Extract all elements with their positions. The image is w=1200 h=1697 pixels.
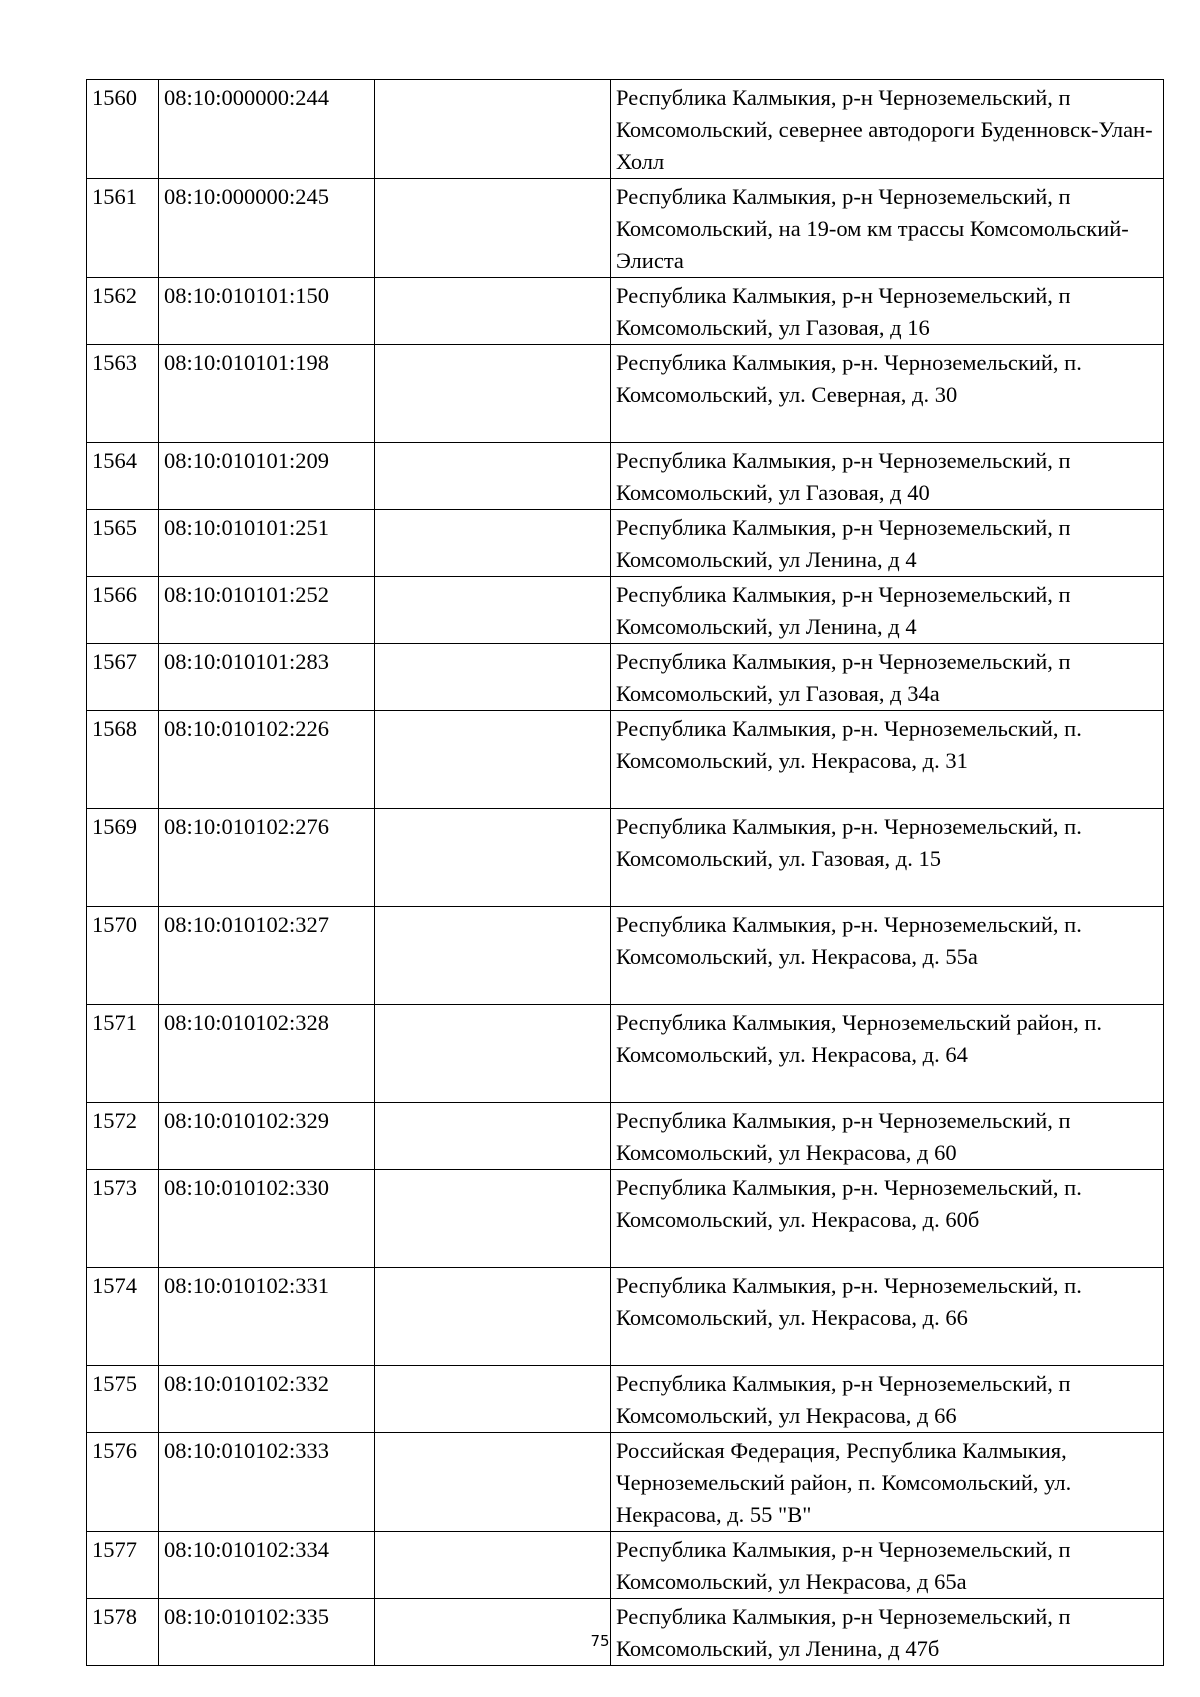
empty-cell	[375, 1170, 611, 1268]
row-number-cell: 1561	[87, 179, 159, 278]
cadastral-number-cell: 08:10:010101:209	[159, 443, 375, 510]
row-number-cell: 1573	[87, 1170, 159, 1268]
table-row	[87, 278, 1164, 345]
empty-cell	[375, 80, 611, 179]
cadastral-number-cell: 08:10:010101:251	[159, 510, 375, 577]
address-cell: Республика Калмыкия, р-н. Черноземельский, п. Комсомольский, ул. Некрасова, д. 66	[611, 1268, 1164, 1366]
row-number-cell: 1568	[87, 711, 159, 809]
empty-cell	[375, 577, 611, 644]
row-number-cell: 1564	[87, 443, 159, 510]
empty-cell	[375, 1005, 611, 1103]
cadastral-number-cell: 08:10:010102:331	[159, 1268, 375, 1366]
address-cell: Республика Калмыкия, р-н Черноземельский, п Комсомольский, ул Ленина, д 47б	[611, 1599, 1164, 1666]
address-cell: Республика Калмыкия, р-н Черноземельский, п Комсомольский, ул Газовая, д 16	[611, 278, 1164, 345]
address-cell: Республика Калмыкия, р-н. Черноземельский, п. Комсомольский, ул. Некрасова, д. 60б	[611, 1170, 1164, 1268]
row-number-cell: 1575	[87, 1366, 159, 1433]
table-row	[87, 510, 1164, 577]
empty-cell	[375, 1532, 611, 1599]
row-number-cell: 1572	[87, 1103, 159, 1170]
page-number: 75	[590, 1632, 610, 1650]
cadastral-number-cell: 08:10:010101:252	[159, 577, 375, 644]
cadastral-number-cell: 08:10:010102:226	[159, 711, 375, 809]
address-cell: Республика Калмыкия, р-н Черноземельский, п Комсомольский, ул Некрасова, д 66	[611, 1366, 1164, 1433]
empty-cell	[375, 711, 611, 809]
row-number-cell: 1562	[87, 278, 159, 345]
cadastral-number-cell: 08:10:010102:329	[159, 1103, 375, 1170]
table-row	[87, 1268, 1164, 1366]
cadastral-number-cell: 08:10:000000:245	[159, 179, 375, 278]
table-row	[87, 809, 1164, 907]
empty-cell	[375, 1268, 611, 1366]
cadastral-number-cell: 08:10:010101:150	[159, 278, 375, 345]
empty-cell	[375, 1366, 611, 1433]
table-row	[87, 644, 1164, 711]
cadastral-number-cell: 08:10:010102:328	[159, 1005, 375, 1103]
row-number-cell: 1577	[87, 1532, 159, 1599]
address-cell: Республика Калмыкия, р-н. Черноземельский, п. Комсомольский, ул. Некрасова, д. 55а	[611, 907, 1164, 1005]
empty-cell	[375, 278, 611, 345]
row-number-cell: 1563	[87, 345, 159, 443]
table-row	[87, 1005, 1164, 1103]
address-cell: Республика Калмыкия, р-н Черноземельский, п Комсомольский, на 19-ом км трассы Комсомольский-Элиста	[611, 179, 1164, 278]
cadastral-number-cell: 08:10:010101:283	[159, 644, 375, 711]
table-row	[87, 345, 1164, 443]
row-number-cell: 1566	[87, 577, 159, 644]
address-cell: Республика Калмыкия, р-н Черноземельский, п Комсомольский, ул Газовая, д 40	[611, 443, 1164, 510]
table-row	[87, 1170, 1164, 1268]
empty-cell	[375, 644, 611, 711]
table-row	[87, 443, 1164, 510]
row-number-cell: 1578	[87, 1599, 159, 1666]
table-body	[87, 80, 1164, 1666]
table-row	[87, 1433, 1164, 1532]
cadastral-number-cell: 08:10:010102:276	[159, 809, 375, 907]
row-number-cell: 1574	[87, 1268, 159, 1366]
address-cell: Республика Калмыкия, р-н. Черноземельский, п. Комсомольский, ул. Газовая, д. 15	[611, 809, 1164, 907]
row-number-cell: 1576	[87, 1433, 159, 1532]
empty-cell	[375, 443, 611, 510]
row-number-cell: 1571	[87, 1005, 159, 1103]
row-number-cell: 1570	[87, 907, 159, 1005]
address-cell: Республика Калмыкия, р-н Черноземельский, п Комсомольский, ул Ленина, д 4	[611, 577, 1164, 644]
row-number-cell: 1565	[87, 510, 159, 577]
table-row	[87, 1532, 1164, 1599]
row-number-cell: 1560	[87, 80, 159, 179]
property-registry-table	[86, 79, 1164, 1666]
address-cell: Республика Калмыкия, р-н Черноземельский, п Комсомольский, ул Ленина, д 4	[611, 510, 1164, 577]
cadastral-number-cell: 08:10:010102:334	[159, 1532, 375, 1599]
cadastral-number-cell: 08:10:010101:198	[159, 345, 375, 443]
cadastral-number-cell: 08:10:010102:333	[159, 1433, 375, 1532]
table-row	[87, 1103, 1164, 1170]
address-cell: Республика Калмыкия, р-н Черноземельский, п Комсомольский, ул Газовая, д 34а	[611, 644, 1164, 711]
empty-cell	[375, 809, 611, 907]
empty-cell	[375, 907, 611, 1005]
address-cell: Республика Калмыкия, р-н. Черноземельский, п. Комсомольский, ул. Некрасова, д. 31	[611, 711, 1164, 809]
address-cell: Республика Калмыкия, р-н Черноземельский, п Комсомольский, ул Некрасова, д 60	[611, 1103, 1164, 1170]
address-cell: Республика Калмыкия, р-н. Черноземельский, п. Комсомольский, ул. Северная, д. 30	[611, 345, 1164, 443]
empty-cell	[375, 1433, 611, 1532]
table-row	[87, 1366, 1164, 1433]
empty-cell	[375, 345, 611, 443]
empty-cell	[375, 510, 611, 577]
table-row	[87, 711, 1164, 809]
row-number-cell: 1569	[87, 809, 159, 907]
cadastral-number-cell: 08:10:010102:335	[159, 1599, 375, 1666]
address-cell: Республика Калмыкия, Черноземельский район, п. Комсомольский, ул. Некрасова, д. 64	[611, 1005, 1164, 1103]
empty-cell	[375, 1103, 611, 1170]
table-row	[87, 907, 1164, 1005]
table-row	[87, 179, 1164, 278]
table-row	[87, 577, 1164, 644]
table-row	[87, 80, 1164, 179]
empty-cell	[375, 179, 611, 278]
row-number-cell: 1567	[87, 644, 159, 711]
cadastral-number-cell: 08:10:010102:332	[159, 1366, 375, 1433]
address-cell: Российская Федерация, Республика Калмыкия, Черноземельский район, п. Комсомольский, ул. Некрасова, д. 55 "В"	[611, 1433, 1164, 1532]
cadastral-number-cell: 08:10:010102:327	[159, 907, 375, 1005]
cadastral-number-cell: 08:10:000000:244	[159, 80, 375, 179]
address-cell: Республика Калмыкия, р-н Черноземельский, п Комсомольский, ул Некрасова, д 65а	[611, 1532, 1164, 1599]
address-cell: Республика Калмыкия, р-н Черноземельский, п Комсомольский, севернее автодороги Буденновск-Улан-Холл	[611, 80, 1164, 179]
cadastral-number-cell: 08:10:010102:330	[159, 1170, 375, 1268]
